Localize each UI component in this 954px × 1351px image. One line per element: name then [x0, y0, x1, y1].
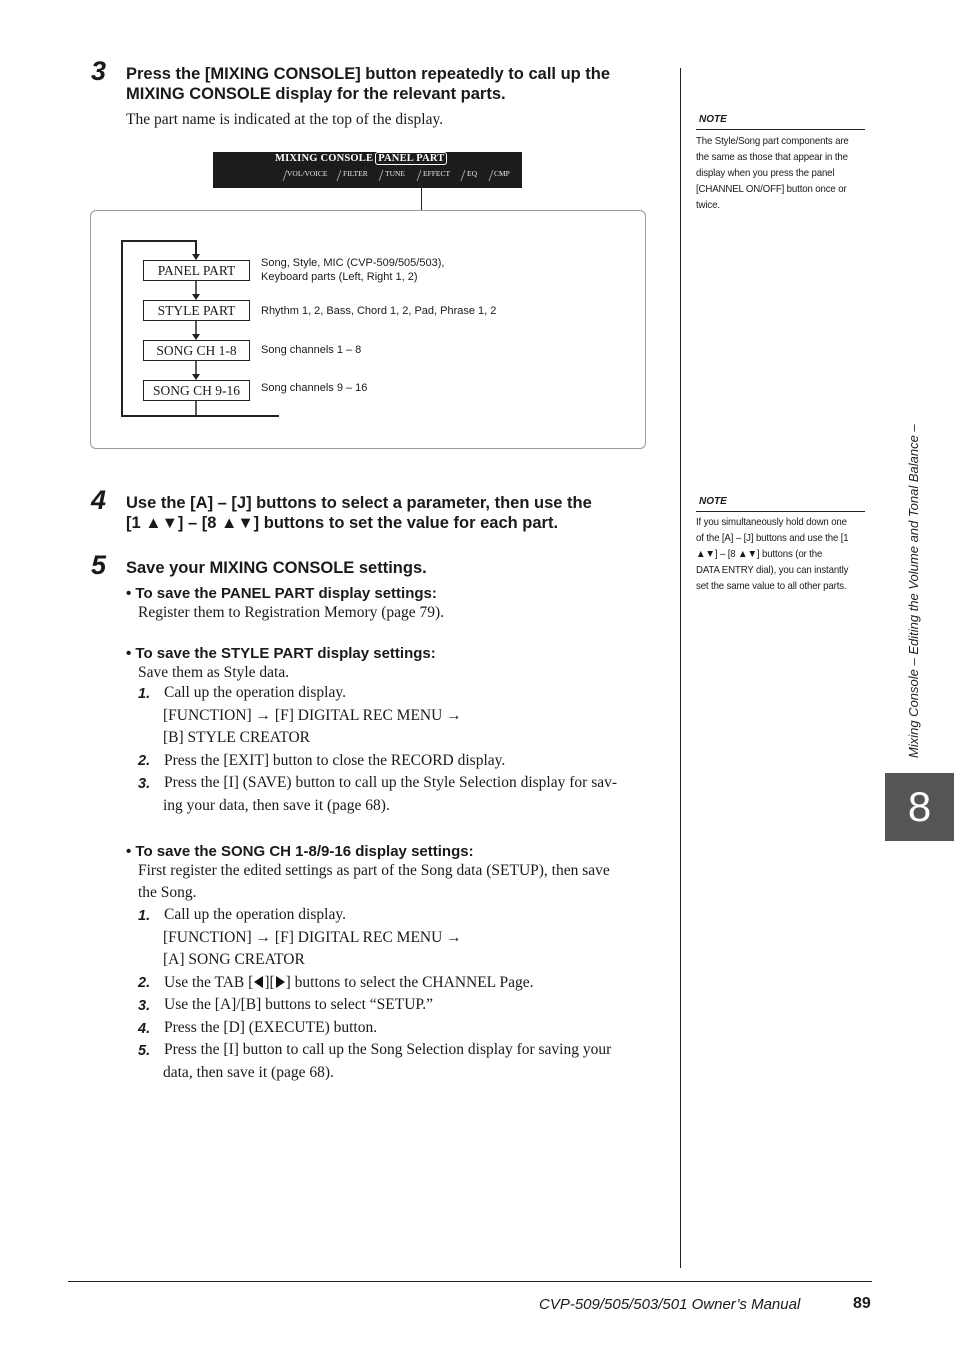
- display-connector-line: [421, 166, 422, 211]
- song-ch-save-heading: • To save the SONG CH 1-8/9-16 display settings:: [126, 843, 474, 860]
- display-tab: EQ: [467, 169, 477, 178]
- song-step-2-number: 2.: [138, 975, 151, 991]
- step-5-number: 5: [91, 550, 107, 580]
- style-step-1-line2: [FUNCTION] → [F] DIGITAL REC MENU →: [163, 707, 462, 724]
- panel-part-save-body: Register them to Registration Memory (page 79).: [138, 604, 445, 621]
- style-step-1-line1: Call up the operation display.: [164, 684, 346, 701]
- style-step-3-line1: Press the [I] (SAVE) button to call up the Style Selection display for sav-: [164, 774, 618, 791]
- display-tab-dividers: [277, 168, 517, 182]
- panel-part-save-heading: • To save the PANEL PART display settings:: [126, 585, 437, 602]
- mixing-console-display: [213, 152, 522, 188]
- note-1-line: The Style/Song part components are: [696, 135, 849, 147]
- step-4-heading-line1: Use the [A] – [J] buttons to select a parameter, then use the: [126, 494, 592, 512]
- display-title-text: MIXING CONSOLE: [275, 153, 374, 164]
- style-step-2-number: 2.: [138, 753, 151, 769]
- step-3-number: 3: [91, 56, 107, 86]
- step-4-heading-line2: [1 ▲▼] – [8 ▲▼] buttons to set the value for each part.: [126, 514, 559, 532]
- song-step-1-line2: [FUNCTION] → [F] DIGITAL REC MENU →: [163, 929, 462, 946]
- note-1-line: the same as those that appear in the: [696, 151, 848, 163]
- note-2-rule: [696, 511, 865, 512]
- note-2-line: DATA ENTRY dial), you can instantly: [696, 564, 849, 576]
- chapter-tab: 8: [885, 773, 954, 841]
- note-2-label: NOTE: [699, 496, 727, 507]
- display-tab: TUNE: [385, 169, 405, 178]
- note-2-line: If you simultaneously hold down one: [696, 516, 847, 528]
- cycle-arrows: [91, 211, 645, 448]
- note-2-line: ▲▼] – [8 ▲▼] buttons (or the: [696, 548, 823, 560]
- style-step-1-line3: [B] STYLE CREATOR: [163, 729, 310, 746]
- footer-manual-title: CVP-509/505/503/501 Owner’s Manual: [539, 1296, 801, 1313]
- song-ch-save-body-line1: First register the edited settings as part of the Song data (SETUP), then save: [138, 862, 610, 879]
- song-step-1-number: 1.: [138, 908, 151, 924]
- display-tab: CMP: [494, 169, 510, 178]
- style-part-box: STYLE PART: [143, 300, 250, 321]
- step-3-body: The part name is indicated at the top of the display.: [126, 111, 444, 128]
- song-step-3-line1: Use the [A]/[B] buttons to select “SETUP.”: [164, 996, 434, 1013]
- song-step-5-line2: data, then save it (page 68).: [163, 1064, 334, 1081]
- song-step-5-line1: Press the [I] button to call up the Song Selection display for saving your: [164, 1041, 612, 1058]
- note-1-label: NOTE: [699, 114, 727, 125]
- panel-part-desc-line1: Song, Style, MIC (CVP-509/505/503),: [261, 257, 445, 269]
- style-step-3-number: 3.: [138, 776, 151, 792]
- song-ch-1-8-box: SONG CH 1-8: [143, 340, 250, 361]
- style-step-1-number: 1.: [138, 686, 151, 702]
- tab-left-arrow-icon: [253, 976, 264, 988]
- note-1-line: twice.: [696, 199, 720, 211]
- song-step-1-line3: [A] SONG CREATOR: [163, 951, 305, 968]
- step-3-heading-line2: MIXING CONSOLE display for the relevant parts.: [126, 85, 506, 103]
- song-ch-save-body-line2: the Song.: [138, 884, 197, 901]
- display-tab: VOL/VOICE: [287, 169, 328, 178]
- song-step-3-number: 3.: [138, 998, 151, 1014]
- note-2-line: set the same value to all other parts.: [696, 580, 847, 592]
- display-tabs: [277, 168, 517, 182]
- style-part-desc: Rhythm 1, 2, Bass, Chord 1, 2, Pad, Phrase 1, 2: [261, 305, 497, 317]
- song-ch-9-16-desc: Song channels 9 – 16: [261, 382, 368, 394]
- style-part-save-heading: • To save the STYLE PART display settings:: [126, 645, 436, 662]
- step-5-heading: Save your MIXING CONSOLE settings.: [126, 559, 427, 577]
- style-step-2-line1: Press the [EXIT] button to close the RECORD display.: [164, 752, 506, 769]
- step-4-number: 4: [91, 485, 107, 515]
- song-ch-9-16-box: SONG CH 9-16: [143, 380, 250, 401]
- song-step-4-number: 4.: [138, 1021, 151, 1037]
- tab-right-arrow-icon: [275, 976, 286, 988]
- style-part-save-body: Save them as Style data.: [138, 664, 290, 681]
- step-3-heading-line1: Press the [MIXING CONSOLE] button repeatedly to call up the: [126, 65, 611, 83]
- song-step-2-text-c: ] buttons to select the CHANNEL Page.: [285, 974, 534, 991]
- column-divider: [680, 68, 681, 1268]
- song-step-2-text-a: Use the TAB [: [164, 974, 254, 991]
- song-ch-1-8-desc: Song channels 1 – 8: [261, 344, 362, 356]
- song-step-5-number: 5.: [138, 1043, 151, 1059]
- song-step-2-line1: [164, 972, 533, 995]
- note-1-rule: [696, 129, 865, 130]
- note-2-line: of the [A] – [J] buttons and use the [1: [696, 532, 849, 544]
- display-title: [275, 153, 447, 164]
- note-1-line: [CHANNEL ON/OFF] button once or: [696, 183, 847, 195]
- chapter-side-title: Mixing Console – Editing the Volume and Tonal Balance –: [906, 424, 921, 758]
- note-2-text: [696, 514, 866, 594]
- song-step-2-text-b: ][: [264, 974, 275, 991]
- song-step-4-line1: Press the [D] (EXECUTE) button.: [164, 1019, 378, 1036]
- display-tab: EFFECT: [423, 169, 451, 178]
- footer-rule: [68, 1281, 872, 1282]
- part-cycle-diagram: [90, 210, 646, 449]
- panel-part-box: PANEL PART: [143, 260, 250, 281]
- note-1-text: [696, 133, 866, 213]
- display-part-name: PANEL PART: [375, 152, 447, 165]
- song-step-1-line1: Call up the operation display.: [164, 906, 346, 923]
- panel-part-desc-line2: Keyboard parts (Left, Right 1, 2): [261, 271, 418, 283]
- footer-page-number: 89: [853, 1295, 871, 1312]
- style-step-3-line2: ing your data, then save it (page 68).: [163, 797, 390, 814]
- note-1-line: display when you press the panel: [696, 167, 835, 179]
- display-tab: FILTER: [343, 169, 368, 178]
